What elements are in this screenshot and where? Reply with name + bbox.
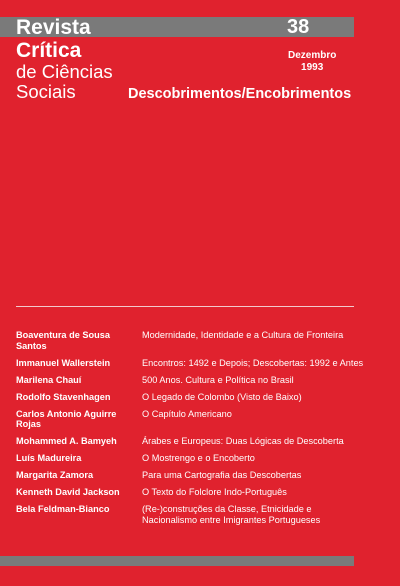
masthead-de-ciencias: de Ciências [16,61,113,82]
toc-author: Kenneth David Jackson [16,487,120,497]
toc-entry [16,487,366,498]
toc-author: Boaventura de Sousa Santos [16,330,110,351]
masthead-sociais: Sociais [16,81,76,102]
toc-entry [16,392,366,403]
toc-entry [16,375,366,386]
toc-article-title: O Texto do Folclore Indo-Português [142,487,287,497]
toc-article-title: 500 Anos. Cultura e Política no Brasil [142,374,294,385]
toc-author: Immanuel Wallerstein [16,357,111,368]
toc-author: Luís Madureira [16,453,82,463]
toc-entry [16,504,366,525]
toc-entry [16,330,366,351]
toc-entry [16,436,366,447]
toc-article-title: Para uma Cartografia das Descobertas [142,470,302,480]
issue-date [288,50,336,74]
toc-author: Rodolfo Stavenhagen [16,391,111,402]
toc-author: Carlos Antonio Aguirre Rojas [16,408,117,429]
table-of-contents [16,330,366,532]
toc-article-title: Modernidade, Identidade e a Cultura de Fronteira [142,330,344,340]
toc-entry [16,358,366,369]
toc-article-title: Árabes e Europeus: Duas Lógicas de Descoberta [142,436,344,446]
toc-entry [16,470,366,481]
bottom-gray-bar [0,556,354,566]
masthead-revista: Revista [16,16,91,39]
journal-masthead [16,17,113,103]
issue-theme-title: Descobrimentos/Encobrimentos [128,86,352,102]
toc-article-title: O Mostrengo e o Encoberto [142,453,255,463]
toc-article-title: Encontros: 1492 e Depois; Descobertas: 1992 e Antes [142,357,364,368]
toc-author: Bela Feldman-Bianco [16,504,110,514]
toc-author: Margarita Zamora [16,470,94,480]
toc-article-title: O Legado de Colombo (Visto de Baixo) [142,391,302,402]
issue-number: 38 [287,16,310,38]
toc-article-title: (Re-)construções da Classe, Etnicidade e Nacionalismo entre Imigrantes Portugueses [142,504,321,525]
issue-month: Dezembro [288,50,337,61]
toc-author: Marilena Chauí [16,374,82,385]
toc-author: Mohammed A. Bamyeh [16,436,117,446]
toc-entry [16,409,366,430]
toc-article-title: O Capítulo Americano [142,408,232,419]
masthead-critica: Crítica [16,39,82,62]
content-divider [16,306,354,307]
toc-entry [16,453,366,464]
issue-year: 1993 [301,62,324,73]
